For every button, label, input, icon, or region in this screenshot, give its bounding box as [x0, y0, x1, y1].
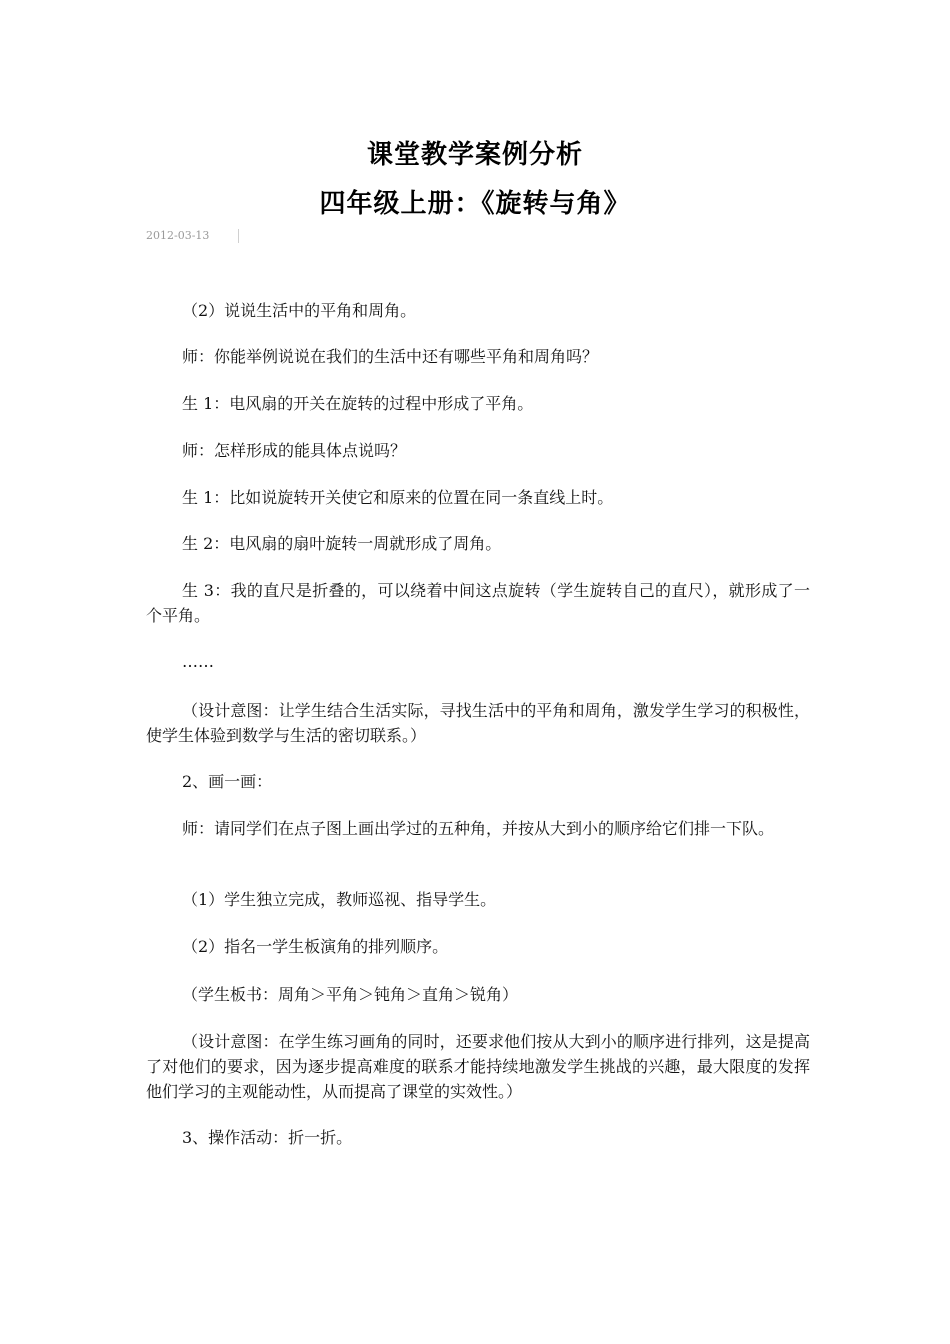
paragraph: …… — [182, 652, 214, 671]
paragraph: 生 1：电风扇的开关在旋转的过程中形成了平角。 — [182, 394, 534, 413]
paragraph: 2、画一画： — [182, 772, 273, 791]
paragraph: 3、操作活动：折一折。 — [182, 1128, 353, 1147]
paragraph: 师：你能举例说说在我们的生活中还有哪些平角和周角吗？ — [182, 347, 599, 366]
paragraph: （设计意图：让学生结合生活实际，寻找生活中的平角和周角，激发学生学习的积极性，使学生体验到数学与生活的密切联系。） — [146, 701, 810, 745]
date-divider — [238, 229, 239, 243]
paragraph: （1）学生独立完成，教师巡视、指导学生。 — [182, 890, 497, 909]
paragraph: 生 2：电风扇的扇叶旋转一周就形成了周角。 — [182, 534, 502, 553]
paragraph: （设计意图：在学生练习画角的同时，还要求他们按从大到小的顺序进行排列，这是提高了对他们的要求，因为逐步提高难度的联系才能持续地激发学生挑战的兴趣，最大限度的发挥他们学习的主观能动性，从而提高了课堂的实效性。） — [146, 1032, 810, 1101]
paragraph: 生 3：我的直尺是折叠的，可以绕着中间这点旋转（学生旋转自己的直尺），就形成了一个平角。 — [146, 581, 810, 625]
document-title: 课堂教学案例分析 — [366, 140, 583, 170]
paragraph: 师：怎样形成的能具体点说吗？ — [182, 441, 407, 460]
publish-date: 2012-03-13 — [146, 229, 210, 242]
document-subtitle: 四年级上册：《旋转与角》 — [319, 189, 631, 219]
paragraph: 生 1：比如说旋转开关使它和原来的位置在同一条直线上时。 — [182, 488, 614, 507]
paragraph: （学生板书：周角＞平角＞钝角＞直角＞锐角） — [182, 985, 519, 1004]
paragraph: 师：请同学们在点子图上画出学过的五种角，并按从大到小的顺序给它们排一下队。 — [182, 819, 775, 838]
paragraph: （2）说说生活中的平角和周角。 — [182, 301, 417, 320]
paragraph: （2）指名一学生板演角的排列顺序。 — [182, 937, 449, 956]
